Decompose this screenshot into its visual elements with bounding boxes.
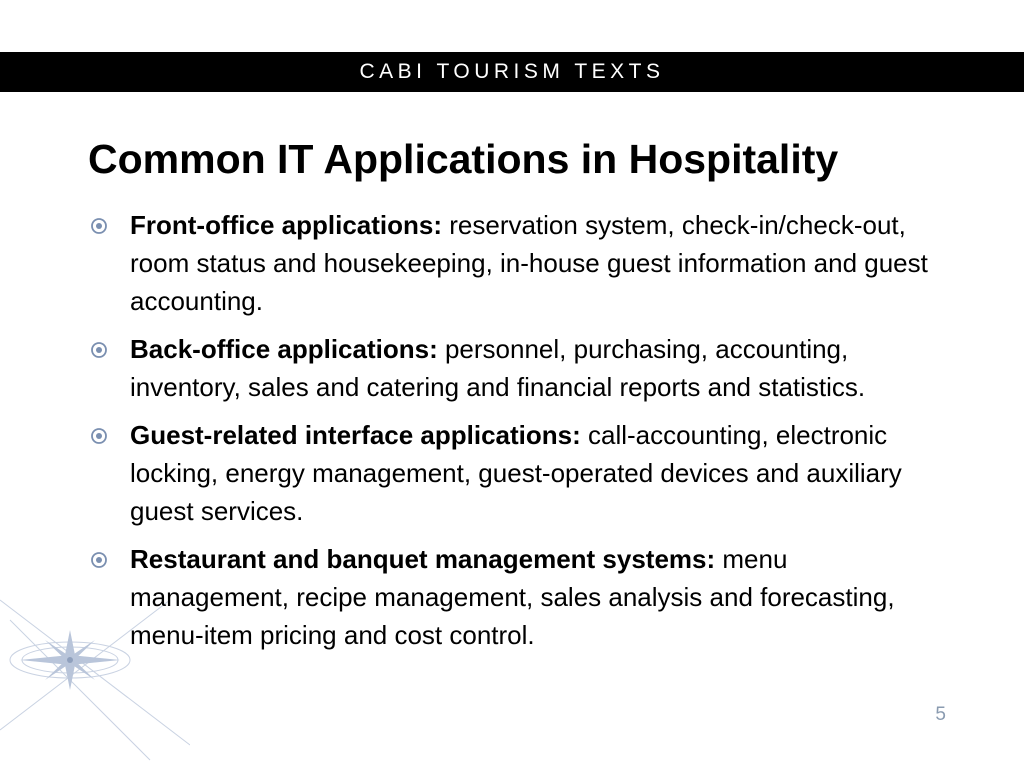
bullet-item-back-office — [88, 330, 938, 406]
bullet-text: call-accounting, electronic locking, energy management, guest-operated devices and auxiliary guest services. — [130, 420, 902, 526]
bullet-text: menu management, recipe management, sales analysis and forecasting, menu-item pricing and cost control. — [130, 544, 895, 650]
circled-dot-icon — [90, 217, 108, 235]
page-number: 5 — [935, 704, 946, 725]
slide-title: Common IT Applications in Hospitality — [88, 136, 839, 182]
circled-dot-icon — [90, 551, 108, 569]
bullet-term: Guest-related interface applications: — [130, 420, 589, 450]
bullet-item-front-office — [88, 206, 938, 320]
bullet-text: reservation system, check-in/check-out, room status and housekeeping, in-house guest information and guest accounting. — [130, 210, 928, 316]
circled-dot-icon — [90, 427, 108, 445]
bullet-text: personnel, purchasing, accounting, inventory, sales and catering and financial reports and statistics. — [130, 334, 866, 402]
bullet-term: Restaurant and banquet management systems: — [130, 544, 723, 574]
bullet-term: Back-office applications: — [130, 334, 445, 364]
header-band — [0, 52, 1024, 92]
circled-dot-icon — [90, 341, 108, 359]
bullet-item-restaurant-banquet — [88, 540, 938, 654]
header-label: CABI TOURISM TEXTS — [359, 60, 665, 83]
bullet-term: Front-office applications: — [130, 210, 450, 240]
bullet-item-guest-interface — [88, 416, 938, 530]
bullet-list — [88, 206, 938, 664]
